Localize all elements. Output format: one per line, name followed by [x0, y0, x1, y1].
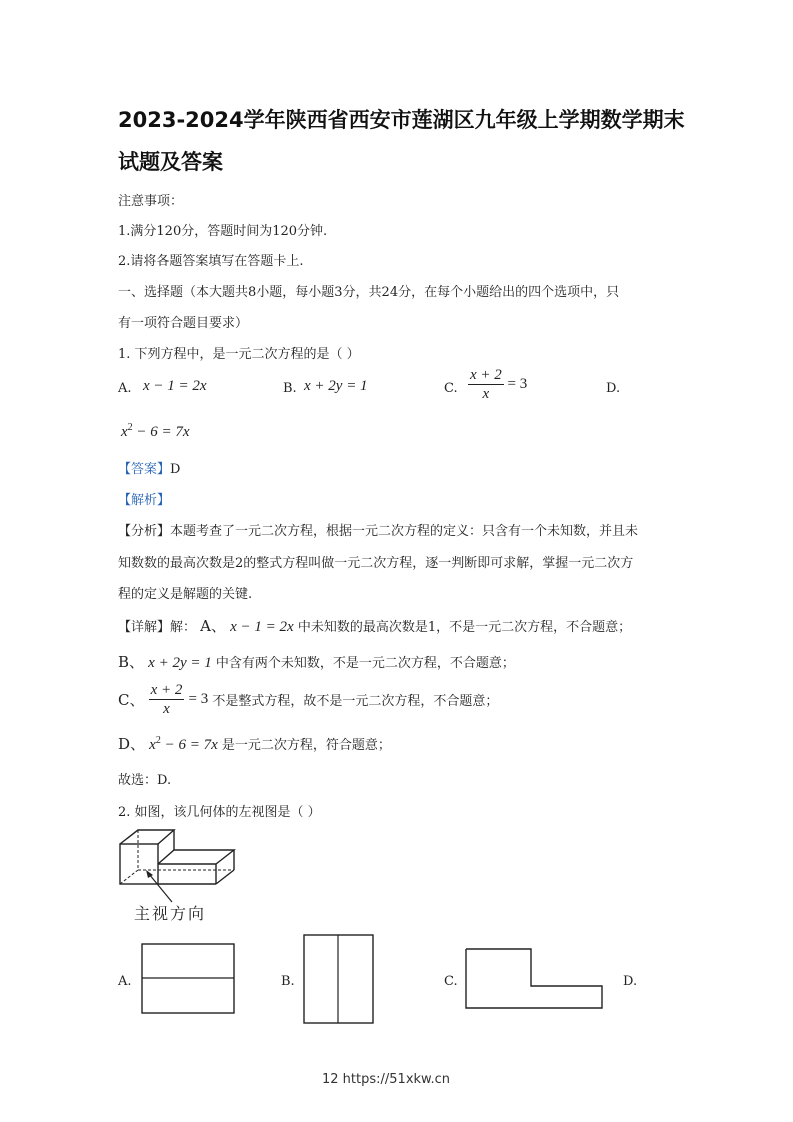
fraction: [149, 681, 185, 718]
detail-line-c: [118, 681, 498, 718]
answer-tag: 【答案】: [118, 462, 171, 477]
equation-rest: = 3: [507, 375, 528, 392]
q2-option-a-figure: [141, 943, 236, 1015]
detail-line-a: [118, 615, 631, 636]
detail-a-label: A、: [200, 617, 226, 635]
section-heading-line-2: 有一项符合题目要求）: [118, 316, 249, 331]
detail-a-text: 中未知数的最高次数是1，不是一元二次方程，不合题意；: [297, 620, 632, 635]
question-2-stem: 2. 如图，该几何体的左视图是（ ）: [118, 805, 321, 820]
detail-b-equation: x + 2y = 1: [148, 655, 212, 671]
detail-line-b: [118, 651, 515, 672]
equation-rest: − 6 = 7x: [132, 424, 190, 440]
q1-option-d-label: D.: [606, 381, 621, 396]
view-direction-arrow: [140, 866, 180, 906]
notice-item-1: 1.满分120分，答题时间为120分钟.: [118, 224, 328, 239]
question-1-stem: 1. 下列方程中，是一元二次方程的是（ ）: [118, 347, 360, 362]
answer-value: D: [170, 462, 181, 477]
detail-c-label: C、: [118, 691, 145, 709]
analysis-line-1: 【分析】本题考查了一元二次方程，根据一元二次方程的定义：只含有一个未知数，并且未: [118, 524, 639, 539]
detail-b-label: B、: [118, 653, 145, 671]
fraction-numerator: x + 2: [150, 682, 183, 698]
exponent: 2: [127, 422, 133, 433]
q1-option-b-label: B.: [283, 381, 297, 396]
analysis-line-3: 程的定义是解题的关键.: [118, 587, 253, 602]
fraction-numerator: x + 2: [470, 367, 502, 383]
solid-figure: [118, 828, 242, 898]
detail-prefix: 【详解】解：: [118, 620, 197, 635]
equation-rest: − 6 = 7x: [160, 737, 218, 753]
document-title-line-1: 2023-2024学年陕西省西安市莲湖区九年级上学期数学期末: [118, 108, 685, 132]
detail-d-label: D、: [118, 735, 146, 753]
q2-option-d-label: D.: [623, 974, 638, 989]
q1-option-a-label: A.: [118, 381, 132, 396]
document-title-line-2: 试题及答案: [118, 150, 223, 174]
q2-option-c-label: C.: [444, 974, 458, 989]
figure-caption: 主视方向: [134, 904, 207, 923]
q1-option-c-label: C.: [444, 381, 458, 396]
q1-option-b-equation: x + 2y = 1: [304, 378, 368, 394]
detail-d-text: 是一元二次方程，符合题意；: [221, 738, 391, 753]
exponent: 2: [155, 735, 161, 746]
analysis-line-2: 知数数的最高次数是2的整式方程叫做一元二次方程，逐一判断即可求解，掌握一元二次方: [118, 556, 634, 571]
detail-b-text: 中含有两个未知数，不是一元二次方程，不合题意；: [215, 656, 515, 671]
q1-option-d-equation: [121, 422, 190, 441]
detail-a-equation: x − 1 = 2x: [230, 619, 294, 635]
variable: x: [121, 424, 128, 440]
conclusion: 故选：D.: [118, 773, 172, 788]
page-footer: 12 https://51xkw.cn: [322, 1072, 450, 1087]
q2-option-b-figure: [303, 934, 375, 1025]
notice-heading: 注意事项：: [118, 194, 184, 209]
fraction-denominator: x: [482, 386, 490, 402]
q2-option-b-label: B.: [281, 974, 295, 989]
q1-option-c-equation: [468, 366, 527, 403]
q2-option-c-figure: [465, 948, 605, 1010]
detail-line-d: [118, 733, 391, 754]
answer-line: [118, 458, 180, 477]
notice-item-2: 2.请将各题答案填写在答题卡上.: [118, 254, 304, 269]
fraction-denominator: x: [163, 701, 170, 717]
equation-rest: = 3: [188, 691, 209, 707]
fraction: [468, 366, 504, 403]
detail-c-text: 不是整式方程，故不是一元二次方程，不合题意；: [212, 694, 499, 709]
section-heading-line-1: 一、选择题（本大题共8小题，每小题3分，共24分，在每个小题给出的四个选项中，只: [118, 285, 620, 300]
q2-option-a-label: A.: [118, 974, 132, 989]
variable: x: [149, 737, 156, 753]
analysis-tag: 【解析】: [118, 493, 171, 508]
q1-option-a-equation: x − 1 = 2x: [143, 378, 207, 394]
